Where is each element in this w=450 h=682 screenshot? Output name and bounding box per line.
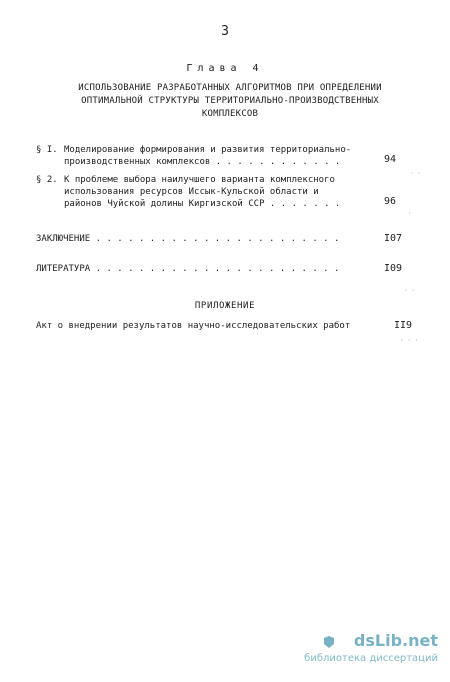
scan-speck: · · · bbox=[400, 337, 419, 344]
page-ref: I09 bbox=[384, 263, 403, 274]
section-number: § 2. bbox=[36, 175, 58, 185]
chapter-heading: Глава 4 bbox=[186, 63, 264, 74]
appendix-heading: ПРИЛОЖЕНИЕ bbox=[194, 301, 256, 311]
section-text bbox=[64, 174, 340, 210]
chapter-title bbox=[75, 82, 385, 121]
scan-speck: · · bbox=[404, 287, 415, 294]
toc-entry-appendix: Акт о внедрении результатов научно-исследовательских работ bbox=[36, 321, 351, 331]
section-number: § I. bbox=[36, 145, 58, 155]
page-ref: I07 bbox=[384, 233, 403, 244]
scan-speck: · · bbox=[410, 170, 421, 177]
section-line: районов Чуйской долины Киргизской ССР . . . . . . . bbox=[64, 199, 341, 209]
watermark-tagline: библиотека диссертаций bbox=[304, 653, 438, 664]
scan-speck: · bbox=[408, 210, 412, 217]
toc-entry-literature: ЛИТЕРАТУРА . . . . . . . . . . . . . . . . . . . . . . . bbox=[36, 264, 340, 274]
section-line: производственных комплексов . . . . . . . . . . . . bbox=[64, 157, 341, 167]
page-number: 3 bbox=[221, 24, 229, 39]
toc-entry-conclusion: ЗАКЛЮЧЕНИЕ . . . . . . . . . . . . . . . . . . . . . . . bbox=[36, 234, 340, 244]
page-ref: 94 bbox=[384, 154, 397, 165]
watermark bbox=[238, 631, 438, 671]
watermark-logo: dsLib.net bbox=[353, 631, 438, 650]
page-ref: II9 bbox=[394, 320, 413, 331]
section-line: использования ресурсов Иссык-Кульской области и bbox=[64, 187, 319, 197]
chapter-title-line: КОМПЛЕКСОВ bbox=[201, 109, 259, 119]
chapter-title-line: ОПТИМАЛЬНОЙ СТРУКТУРЫ ТЕРРИТОРИАЛЬНО-ПРОИЗВОДСТВЕННЫХ bbox=[81, 96, 379, 106]
section-line: К проблеме выбора наилучшего варианта комплексного bbox=[64, 175, 335, 185]
section-text bbox=[64, 144, 351, 168]
chapter-title-line: ИСПОЛЬЗОВАНИЕ РАЗРАБОТАННЫХ АЛГОРИТМОВ ПРИ ОПРЕДЕЛЕНИИ bbox=[78, 83, 382, 93]
page-ref: 96 bbox=[384, 196, 397, 207]
section-line: Моделирование формирования и развития территориально- bbox=[64, 145, 352, 155]
